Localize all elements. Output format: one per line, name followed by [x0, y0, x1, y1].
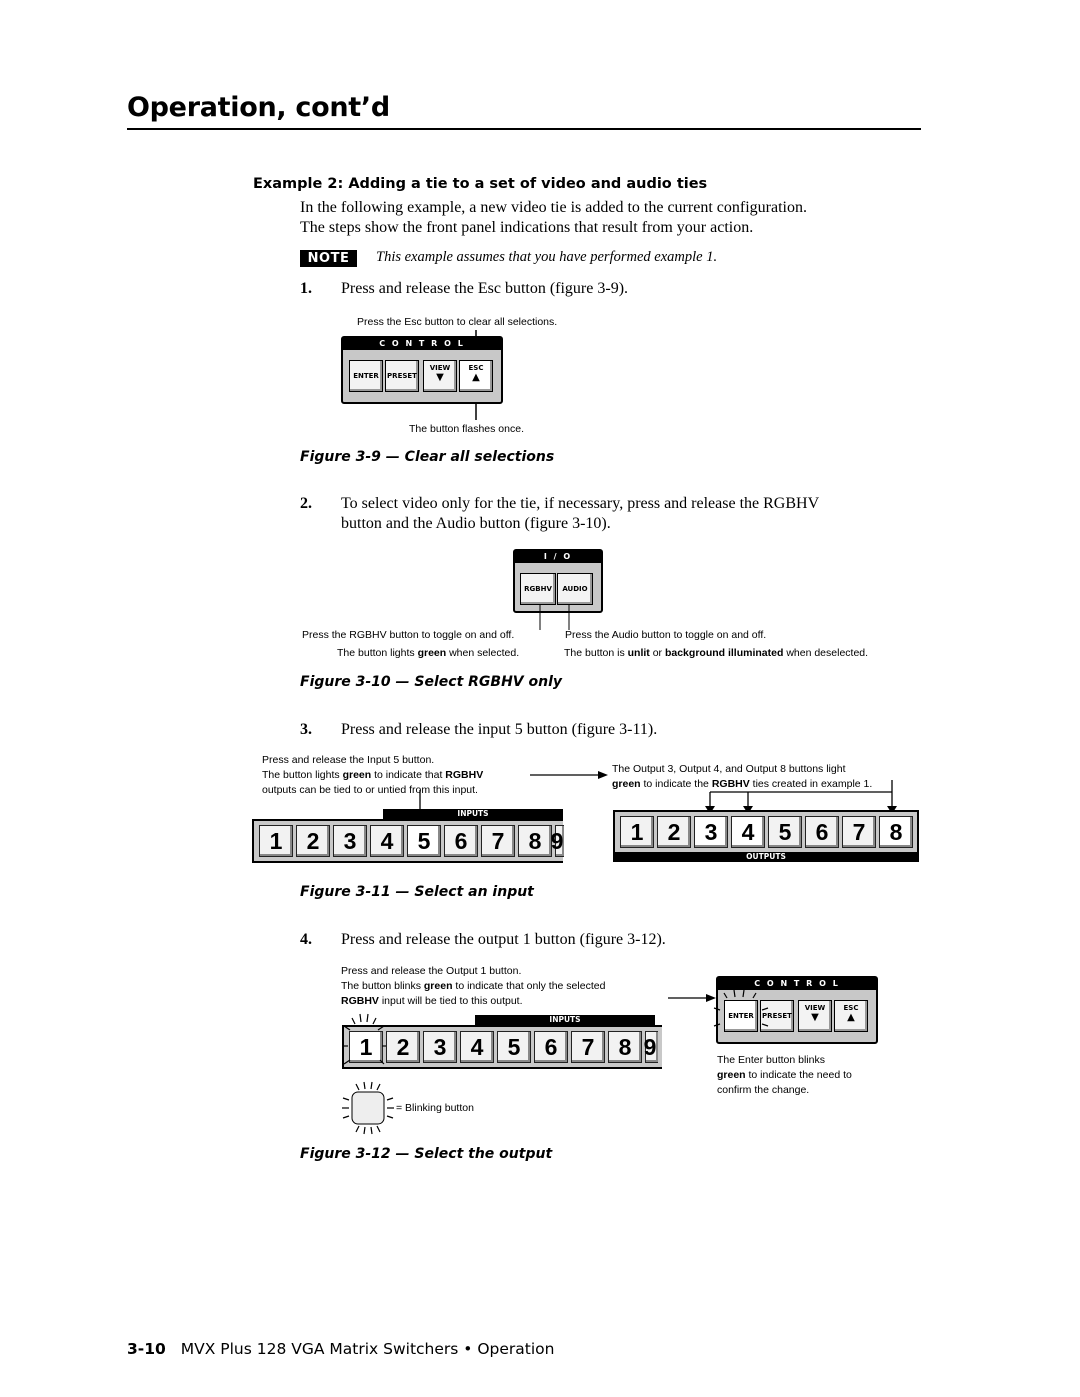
intro-line-2: The steps show the front panel indications that result from your action.: [300, 219, 754, 236]
step-1-number: 1.: [300, 280, 312, 297]
step-2-line-1: To select video only for the tie, if necessary, press and release the RGBHV: [341, 495, 820, 512]
arrow-down-icon: ▼: [811, 1012, 819, 1023]
output-8-button[interactable]: 8: [879, 816, 913, 848]
fig11-input-row: [252, 819, 563, 863]
step-2-number: 2.: [300, 495, 312, 512]
fig12-right-line-3: confirm the change.: [717, 1084, 810, 1096]
arrow-up-icon: ▲: [847, 1012, 855, 1023]
fig12-left-line-2: The button blinks green to indicate that only the selected: [341, 980, 606, 992]
fig12-right-line-2: green to indicate the need to: [717, 1069, 852, 1081]
view-label: VIEW: [804, 1004, 826, 1012]
fig12-right-line-1: The Enter button blinks: [717, 1054, 825, 1066]
blinking-button-legend-icon: [340, 1080, 396, 1136]
note-text: This example assumes that you have performed example 1.: [376, 249, 718, 265]
fig12-left-line-1: Press and release the Output 1 button.: [341, 965, 522, 977]
output-6-button[interactable]: 6: [805, 816, 839, 848]
input-9-button[interactable]: 9: [555, 825, 564, 857]
fig10-right-line-1: Press the Audio button to toggle on and off.: [565, 629, 767, 641]
fig11-right-line-1: The Output 3, Output 4, and Output 8 buttons light: [612, 763, 846, 775]
fig11-left-line-1: Press and release the Input 5 button.: [262, 754, 435, 766]
enter-blinking-button[interactable]: ENTER: [724, 1000, 758, 1032]
intro-line-1: In the following example, a new video tie is added to the current configuration.: [300, 199, 807, 216]
step-3-text: Press and release the input 5 button (figure 3-11).: [341, 721, 658, 738]
output-5-button[interactable]: 5: [768, 816, 802, 848]
input-7-button[interactable]: 7: [481, 825, 515, 857]
arrow-up-icon: ▲: [472, 372, 480, 383]
esc-label: ESC: [843, 1004, 859, 1012]
esc-button[interactable]: [834, 1000, 868, 1032]
output-6-button[interactable]: 6: [534, 1031, 568, 1063]
input-2-button[interactable]: 2: [296, 825, 330, 857]
view-label: VIEW: [429, 364, 451, 372]
input-5-button[interactable]: 5: [407, 825, 441, 857]
fig9-panel-title: C O N T R O L: [343, 338, 501, 350]
fig12-panel-title: C O N T R O L: [718, 978, 876, 990]
fig12-caption: Figure 3-12 — Select the output: [300, 1146, 553, 1162]
fig12-left-line-3: RGBHV input will be tied to this output.: [341, 995, 523, 1007]
preset-button[interactable]: PRESET: [385, 360, 419, 392]
step-2-line-2: button and the Audio button (figure 3-10).: [341, 515, 611, 532]
input-1-button[interactable]: 1: [259, 825, 293, 857]
output-8-button[interactable]: 8: [608, 1031, 642, 1063]
output-3-button[interactable]: 3: [694, 816, 728, 848]
page-footer: [127, 1340, 554, 1358]
blink-rays-icon: [340, 1012, 390, 1076]
rgbhv-button[interactable]: RGBHV: [520, 573, 556, 605]
fig10-left-line-2: The button lights green when selected.: [337, 647, 520, 659]
output-9-button[interactable]: 9: [645, 1031, 658, 1063]
fig9-caption: Figure 3-9 — Clear all selections: [300, 449, 555, 465]
arrow-down-icon: ▼: [436, 372, 444, 383]
output-2-button[interactable]: 2: [657, 816, 691, 848]
view-button[interactable]: [423, 360, 457, 392]
fig10-caption: Figure 3-10 — Select RGBHV only: [300, 674, 563, 690]
fig10-left-line-1: Press the RGBHV button to toggle on and off.: [302, 629, 515, 641]
fig9-control-panel: [341, 336, 503, 404]
footer-text: MVX Plus 128 VGA Matrix Switchers • Operation: [180, 1340, 555, 1358]
audio-button[interactable]: AUDIO: [557, 573, 593, 605]
fig12-inputs-label: INPUTS: [475, 1015, 655, 1025]
input-6-button[interactable]: 6: [444, 825, 478, 857]
step-4-text: Press and release the output 1 button (figure 3-12).: [341, 931, 666, 948]
fig10-right-line-2: The button is unlit or background illuminated when deselected.: [564, 647, 869, 659]
fig11-left-line-2: The button lights green to indicate that RGBHV: [262, 769, 484, 781]
esc-button[interactable]: [459, 360, 493, 392]
fig10-panel-title: I / O: [515, 551, 601, 563]
fig11-inputs-label: INPUTS: [383, 809, 563, 819]
fig11-right-line-2: green to indicate the RGBHV ties created in example 1.: [612, 778, 873, 790]
title-rule: [127, 128, 921, 130]
enter-button[interactable]: ENTER: [349, 360, 383, 392]
example-heading: Example 2: Adding a tie to a set of video and audio ties: [253, 176, 708, 192]
esc-label: ESC: [468, 364, 484, 372]
input-3-button[interactable]: 3: [333, 825, 367, 857]
note-badge: NOTE: [300, 250, 357, 267]
fig11-caption: Figure 3-11 — Select an input: [300, 884, 534, 900]
fig12-button-row: [342, 1025, 662, 1069]
fig11-output-row: [613, 810, 919, 854]
output-5-button[interactable]: 5: [497, 1031, 531, 1063]
output-3-button[interactable]: 3: [423, 1031, 457, 1063]
output-7-button[interactable]: 7: [842, 816, 876, 848]
step-4-number: 4.: [300, 931, 312, 948]
output-4-button[interactable]: 4: [460, 1031, 494, 1063]
output-2-button[interactable]: 2: [386, 1031, 420, 1063]
page-title: Operation, cont’d: [127, 92, 390, 123]
fig11-outputs-label: OUTPUTS: [613, 852, 919, 862]
step-1-text: Press and release the Esc button (figure 3-9).: [341, 280, 629, 297]
output-1-blinking-button[interactable]: 1: [349, 1031, 383, 1063]
enter-blink-rays-icon: [712, 988, 770, 1044]
step-3-number: 3.: [300, 721, 312, 738]
input-4-button[interactable]: 4: [370, 825, 404, 857]
page-number: 3-10: [127, 1340, 166, 1358]
preset-button[interactable]: PRESET: [760, 1000, 794, 1032]
fig11-left-line-3: outputs can be tied to or untied from this input.: [262, 784, 478, 796]
fig9-callout-bottom: The button flashes once.: [409, 423, 524, 435]
fig9-callout-top: Press the Esc button to clear all selections.: [357, 316, 558, 328]
input-8-button[interactable]: 8: [518, 825, 552, 857]
output-4-button[interactable]: 4: [731, 816, 765, 848]
output-1-button[interactable]: 1: [620, 816, 654, 848]
view-button[interactable]: [798, 1000, 832, 1032]
blinking-legend-text: = Blinking button: [396, 1102, 474, 1114]
output-7-button[interactable]: 7: [571, 1031, 605, 1063]
